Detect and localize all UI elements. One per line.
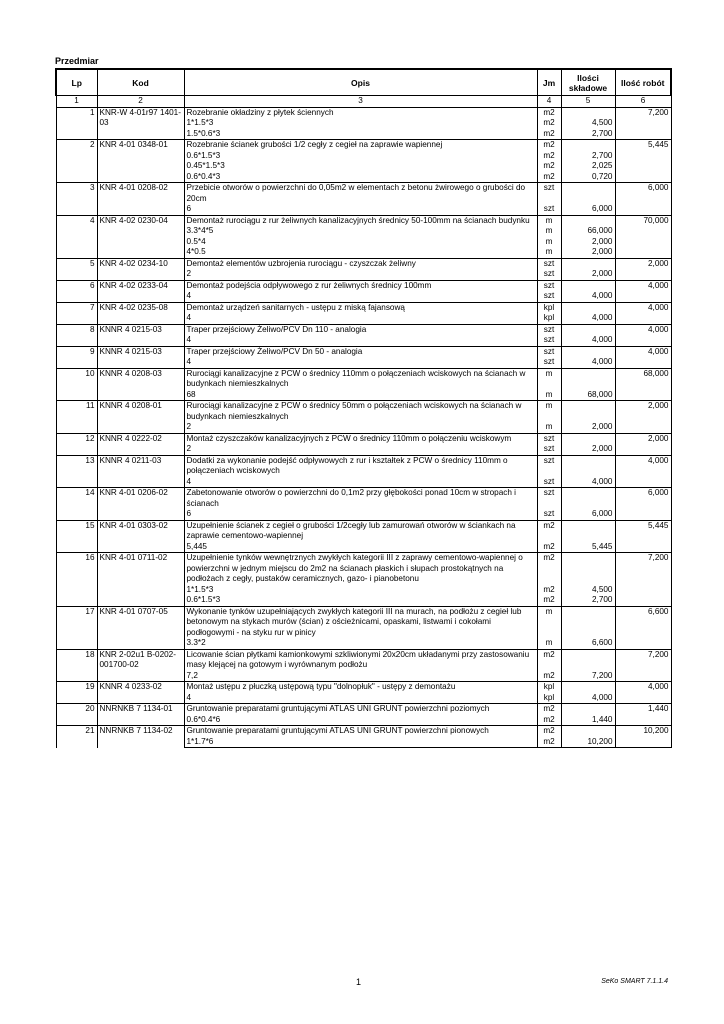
item-opis: Demontaż podejścia odpływowego z rur żeliwnych średnicy 100mm [184,280,537,291]
line-value: 2,000 [561,237,615,248]
item-jm: szt [537,488,561,510]
item-opis: Uzupełnienie ścianek z cegieł o grubości 1/2cegły lub zamurowań otworów w ściankach na zaprawie cementowo-wapiennej [184,520,537,542]
item-kod: KNR 4-01 0711-02 [97,553,184,607]
line-jm: m [537,422,561,433]
line-jm: m2 [537,585,561,596]
line-value: 6,000 [561,204,615,215]
line-empty [615,444,671,455]
line-formula: 4 [184,357,537,368]
header-kod: Kod [97,69,184,96]
item-lp: 8 [56,324,97,346]
item-ilosc-skladowa [561,302,615,313]
item-jm: m2 [537,520,561,542]
table-row [56,606,671,638]
item-kod: KNR 4-01 0348-01 [97,140,184,183]
line-empty [615,129,671,140]
item-opis: Gruntowanie preparatami gruntującymi ATLAS UNI GRUNT powierzchni poziomych [184,704,537,715]
item-jm: m [537,368,561,390]
item-jm: m2 [537,649,561,671]
item-opis: Uzupełnienie tynków wewnętrznych zwykłych kategorii III z zaprawy cementowo-wapiennej o powierzchni w jednym miejscu do 2m2 na ścianach płaskich i słupach prostokątnych na podłożach z cegły, pustaków ceramicznych, gazo- i pianobetonu [184,553,537,585]
line-empty [615,737,671,748]
line-value: 2,700 [561,151,615,162]
line-value: 6,600 [561,638,615,649]
line-formula: 0.6*0.4*6 [184,715,537,726]
line-value: 4,500 [561,118,615,129]
item-lp: 18 [56,649,97,682]
item-kod: KNR 4-02 0230-04 [97,215,184,258]
item-ilosc-robot: 4,000 [615,346,671,357]
line-formula: 0.5*4 [184,237,537,248]
line-empty [615,313,671,324]
line-jm: m [537,638,561,649]
line-value: 7,200 [561,671,615,682]
line-formula: 5,445 [184,542,537,553]
item-opis: Gruntowanie preparatami gruntującymi ATLAS UNI GRUNT powierzchni pionowych [184,726,537,737]
line-jm: m2 [537,161,561,172]
item-jm: kpl [537,302,561,313]
line-jm: m2 [537,671,561,682]
line-empty [615,335,671,346]
line-empty [615,247,671,258]
table-row [56,553,671,585]
item-jm: szt [537,183,561,205]
line-jm: szt [537,204,561,215]
item-ilosc-robot: 2,000 [615,258,671,269]
item-ilosc-robot: 5,445 [615,140,671,151]
line-formula: 4 [184,313,537,324]
page-number: 1 [356,977,362,987]
item-lp: 4 [56,215,97,258]
line-empty [615,715,671,726]
line-formula: 2 [184,444,537,455]
item-opis: Zabetonowanie otworów o powierzchni do 0,1m2 przy głębokości ponad 10cm w stropach i ścianach [184,488,537,510]
item-ilosc-skladowa [561,258,615,269]
item-ilosc-skladowa [561,346,615,357]
item-ilosc-robot: 2,000 [615,433,671,444]
item-lp: 14 [56,488,97,521]
item-opis: Rurociągi kanalizacyjne z PCW o średnicy 50mm o połączeniach wciskowych na ścianach w budynkach niemieszkalnych [184,401,537,423]
item-ilosc-skladowa [561,455,615,477]
item-ilosc-robot: 7,200 [615,107,671,118]
line-jm: m2 [537,151,561,162]
line-jm: kpl [537,313,561,324]
line-jm: m2 [537,129,561,140]
item-lp: 20 [56,704,97,726]
item-ilosc-robot: 6,600 [615,606,671,638]
item-kod: KNNR 4 0222-02 [97,433,184,455]
line-jm: m2 [537,542,561,553]
line-value: 10,200 [561,737,615,748]
item-ilosc-skladowa [561,606,615,638]
column-number: 4 [537,96,561,108]
item-ilosc-robot: 4,000 [615,324,671,335]
line-value: 4,500 [561,585,615,596]
line-value: 4,000 [561,291,615,302]
column-number: 3 [184,96,537,108]
header-jm: Jm [537,69,561,96]
table-row [56,455,671,477]
line-empty [615,390,671,401]
item-kod: KNR 4-02 0234-10 [97,258,184,280]
line-formula: 0.6*0.4*3 [184,172,537,183]
line-jm: m [537,247,561,258]
table-row [56,280,671,291]
column-number: 6 [615,96,671,108]
line-value: 2,700 [561,129,615,140]
line-formula: 1.5*0.6*3 [184,129,537,140]
line-jm: szt [537,335,561,346]
table-row [56,488,671,510]
line-jm: szt [537,357,561,368]
line-formula: 68 [184,390,537,401]
item-jm: m2 [537,704,561,715]
item-jm: m2 [537,107,561,118]
item-lp: 16 [56,553,97,607]
item-ilosc-skladowa [561,183,615,205]
item-ilosc-robot: 5,445 [615,520,671,542]
item-jm: szt [537,455,561,477]
line-empty [615,161,671,172]
line-jm: m2 [537,172,561,183]
line-formula: 4 [184,335,537,346]
table-row [56,682,671,693]
line-value: 66,000 [561,226,615,237]
line-formula: 3.3*4*5 [184,226,537,237]
page-title: Przedmiar [55,56,99,66]
item-ilosc-skladowa [561,726,615,737]
item-kod: KNNR 4 0211-03 [97,455,184,488]
item-jm: szt [537,346,561,357]
line-empty [615,638,671,649]
line-value: 2,000 [561,444,615,455]
line-empty [615,422,671,433]
item-opis: Montaż czyszczaków kanalizacyjnych z PCW o średnicy 110mm o połączeniu wciskowym [184,433,537,444]
item-jm: m2 [537,140,561,151]
item-opis: Rozebranie ścianek grubości 1/2 cegły z cegieł na zaprawie wapiennej [184,140,537,151]
column-number: 2 [97,96,184,108]
item-ilosc-skladowa [561,401,615,423]
line-formula: 0.45*1.5*3 [184,161,537,172]
item-opis: Demontaż rurociągu z rur żeliwnych kanalizacyjnych średnicy 50-100mm na ścianach budynku [184,215,537,226]
item-jm: m2 [537,726,561,737]
line-empty [615,204,671,215]
item-ilosc-robot: 1,440 [615,704,671,715]
line-formula: 3.3*2 [184,638,537,649]
line-empty [615,477,671,488]
table-body [56,107,671,748]
item-opis: Demontaż elementów uzbrojenia rurociągu - czyszczak żeliwny [184,258,537,269]
line-value: 4,000 [561,335,615,346]
item-kod: KNR-W 4-01r97 1401-03 [97,107,184,140]
item-ilosc-skladowa [561,140,615,151]
item-lp: 15 [56,520,97,553]
table-row [56,433,671,444]
item-jm: szt [537,280,561,291]
line-empty [615,595,671,606]
item-kod: NNRNKB 7 1134-02 [97,726,184,748]
line-formula: 2 [184,269,537,280]
item-opis: Przebicie otworów o powierzchni do 0,05m2 w elementach z betonu żwirowego o grubości do 20cm [184,183,537,205]
item-kod: KNR 4-02 0233-04 [97,280,184,302]
item-lp: 7 [56,302,97,324]
item-opis: Licowanie ścian płytkami kamionkowymi szkliwionymi 20x20cm układanymi przy zastosowaniu masy klejącej na gotowym i wyrównanym podłożu [184,649,537,671]
item-kod: KNR 4-01 0208-02 [97,183,184,216]
line-value: 5,445 [561,542,615,553]
header-ilosc-robot: Ilość robót [615,69,671,96]
line-value: 4,000 [561,477,615,488]
line-value: 4,000 [561,357,615,368]
item-jm: szt [537,324,561,335]
przedmiar-table [55,68,672,748]
line-empty [615,151,671,162]
item-kod: KNR 4-01 0303-02 [97,520,184,553]
item-kod: KNNR 4 0208-01 [97,401,184,434]
item-ilosc-skladowa [561,433,615,444]
line-empty [615,585,671,596]
item-jm: m2 [537,553,561,585]
line-empty [615,693,671,704]
line-formula: 4 [184,693,537,704]
item-ilosc-skladowa [561,215,615,226]
table-row [56,324,671,335]
column-number: 1 [56,96,97,108]
item-ilosc-robot: 10,200 [615,726,671,737]
line-jm: m [537,390,561,401]
item-jm: szt [537,433,561,444]
line-value: 4,000 [561,313,615,324]
item-lp: 21 [56,726,97,748]
app-version: SeKo SMART 7.1.1.4 [601,978,668,985]
line-formula: 1*1.7*6 [184,737,537,748]
line-jm: m2 [537,715,561,726]
item-jm: szt [537,258,561,269]
column-number: 5 [561,96,615,108]
item-ilosc-robot: 4,000 [615,455,671,477]
line-empty [615,172,671,183]
line-empty [615,291,671,302]
item-kod: KNNR 4 0208-03 [97,368,184,401]
line-empty [615,269,671,280]
line-formula: 6 [184,204,537,215]
table-row [56,302,671,313]
item-lp: 10 [56,368,97,401]
line-empty [615,542,671,553]
line-empty [615,357,671,368]
line-jm: m2 [537,737,561,748]
item-lp: 5 [56,258,97,280]
line-value: 6,000 [561,509,615,520]
table-row [56,140,671,151]
line-formula: 1*1.5*3 [184,118,537,129]
item-lp: 6 [56,280,97,302]
table-row [56,401,671,423]
item-opis: Dodatki za wykonanie podejść odpływowych z rur i kształtek z PCW o średnicy 110mm o połączeniach wciskowych [184,455,537,477]
table-row [56,346,671,357]
line-value: 4,000 [561,693,615,704]
item-lp: 19 [56,682,97,704]
table-row [56,520,671,542]
item-lp: 17 [56,606,97,649]
line-empty [615,226,671,237]
item-jm: kpl [537,682,561,693]
line-formula: 6 [184,509,537,520]
column-numbers-row [56,96,671,108]
item-ilosc-skladowa [561,324,615,335]
item-opis: Montaż ustępu z płuczką ustępową typu "dolnopłuk" - ustępy z demontażu [184,682,537,693]
line-formula: 1*1.5*3 [184,585,537,596]
item-ilosc-skladowa [561,682,615,693]
line-formula: 0.6*1.5*3 [184,595,537,606]
item-lp: 13 [56,455,97,488]
item-ilosc-skladowa [561,488,615,510]
table-row [56,215,671,226]
table-row [56,649,671,671]
item-ilosc-robot: 4,000 [615,302,671,313]
item-ilosc-robot: 6,000 [615,183,671,205]
line-jm: m [537,226,561,237]
line-jm: szt [537,444,561,455]
item-ilosc-robot: 7,200 [615,553,671,585]
item-kod: KNR 4-01 0206-02 [97,488,184,521]
line-empty [615,671,671,682]
item-lp: 12 [56,433,97,455]
line-jm: szt [537,509,561,520]
item-ilosc-robot: 68,000 [615,368,671,390]
line-jm: szt [537,291,561,302]
item-kod: KNNR 4 0215-03 [97,324,184,346]
item-opis: Traper przejściowy Żeliwo/PCV Dn 110 - analogia [184,324,537,335]
table-row [56,368,671,390]
line-empty [615,237,671,248]
line-jm: m2 [537,595,561,606]
item-ilosc-skladowa [561,280,615,291]
item-jm: m [537,606,561,638]
header-ilosci-skladowe: Ilości składowe [561,69,615,96]
line-value: 0,720 [561,172,615,183]
table-row [56,107,671,118]
line-jm: m [537,237,561,248]
line-jm: kpl [537,693,561,704]
item-ilosc-robot: 70,000 [615,215,671,226]
item-opis: Demontaż urządzeń sanitarnych - ustępu z miską fajansową [184,302,537,313]
line-formula: 2 [184,422,537,433]
item-lp: 3 [56,183,97,216]
line-formula: 0.6*1.5*3 [184,151,537,162]
item-opis: Rurociągi kanalizacyjne z PCW o średnicy 110mm o połączeniach wciskowych na ścianach w budynkach niemieszkalnych [184,368,537,390]
line-value: 2,000 [561,247,615,258]
item-ilosc-skladowa [561,368,615,390]
item-ilosc-robot: 4,000 [615,682,671,693]
line-value: 2,000 [561,269,615,280]
line-empty [615,509,671,520]
item-ilosc-robot: 2,000 [615,401,671,423]
item-lp: 9 [56,346,97,368]
item-opis: Traper przejściowy Żeliwo/PCV Dn 50 - analogia [184,346,537,357]
header-opis: Opis [184,69,537,96]
table-row [56,183,671,205]
item-kod: KNR 2-02u1 B-0202-001700-02 [97,649,184,682]
line-value: 68,000 [561,390,615,401]
item-lp: 1 [56,107,97,140]
item-kod: KNR 4-01 0707-05 [97,606,184,649]
line-formula: 4 [184,291,537,302]
item-kod: KNR 4-02 0235-08 [97,302,184,324]
item-lp: 11 [56,401,97,434]
line-jm: szt [537,269,561,280]
table-row [56,726,671,737]
item-ilosc-robot: 4,000 [615,280,671,291]
line-formula: 7,2 [184,671,537,682]
item-ilosc-robot: 6,000 [615,488,671,510]
line-formula: 4*0.5 [184,247,537,258]
item-jm: m [537,401,561,423]
line-value: 2,700 [561,595,615,606]
line-value: 2,000 [561,422,615,433]
item-opis: Wykonanie tynków uzupełniających zwykłych kategorii III na murach, na podłożu z cegieł lub betonowym na stykach murów (ścian) z ościeżnicami, opaskami, listwami i cokołami podłogowymi - na styku rur w pinicy [184,606,537,638]
item-ilosc-skladowa [561,553,615,585]
line-jm: m2 [537,118,561,129]
item-ilosc-skladowa [561,107,615,118]
item-kod: KNNR 4 0215-03 [97,346,184,368]
line-value: 1,440 [561,715,615,726]
table-row [56,258,671,269]
item-ilosc-skladowa [561,704,615,715]
item-kod: NNRNKB 7 1134-01 [97,704,184,726]
line-value: 2,025 [561,161,615,172]
header-lp: Lp [56,69,97,96]
item-lp: 2 [56,140,97,183]
table-row [56,704,671,715]
item-jm: m [537,215,561,226]
line-empty [615,118,671,129]
item-ilosc-skladowa [561,649,615,671]
item-opis: Rozebranie okładziny z płytek ściennych [184,107,537,118]
item-ilosc-skladowa [561,520,615,542]
line-formula: 4 [184,477,537,488]
item-ilosc-robot: 7,200 [615,649,671,671]
line-jm: szt [537,477,561,488]
item-kod: KNNR 4 0233-02 [97,682,184,704]
